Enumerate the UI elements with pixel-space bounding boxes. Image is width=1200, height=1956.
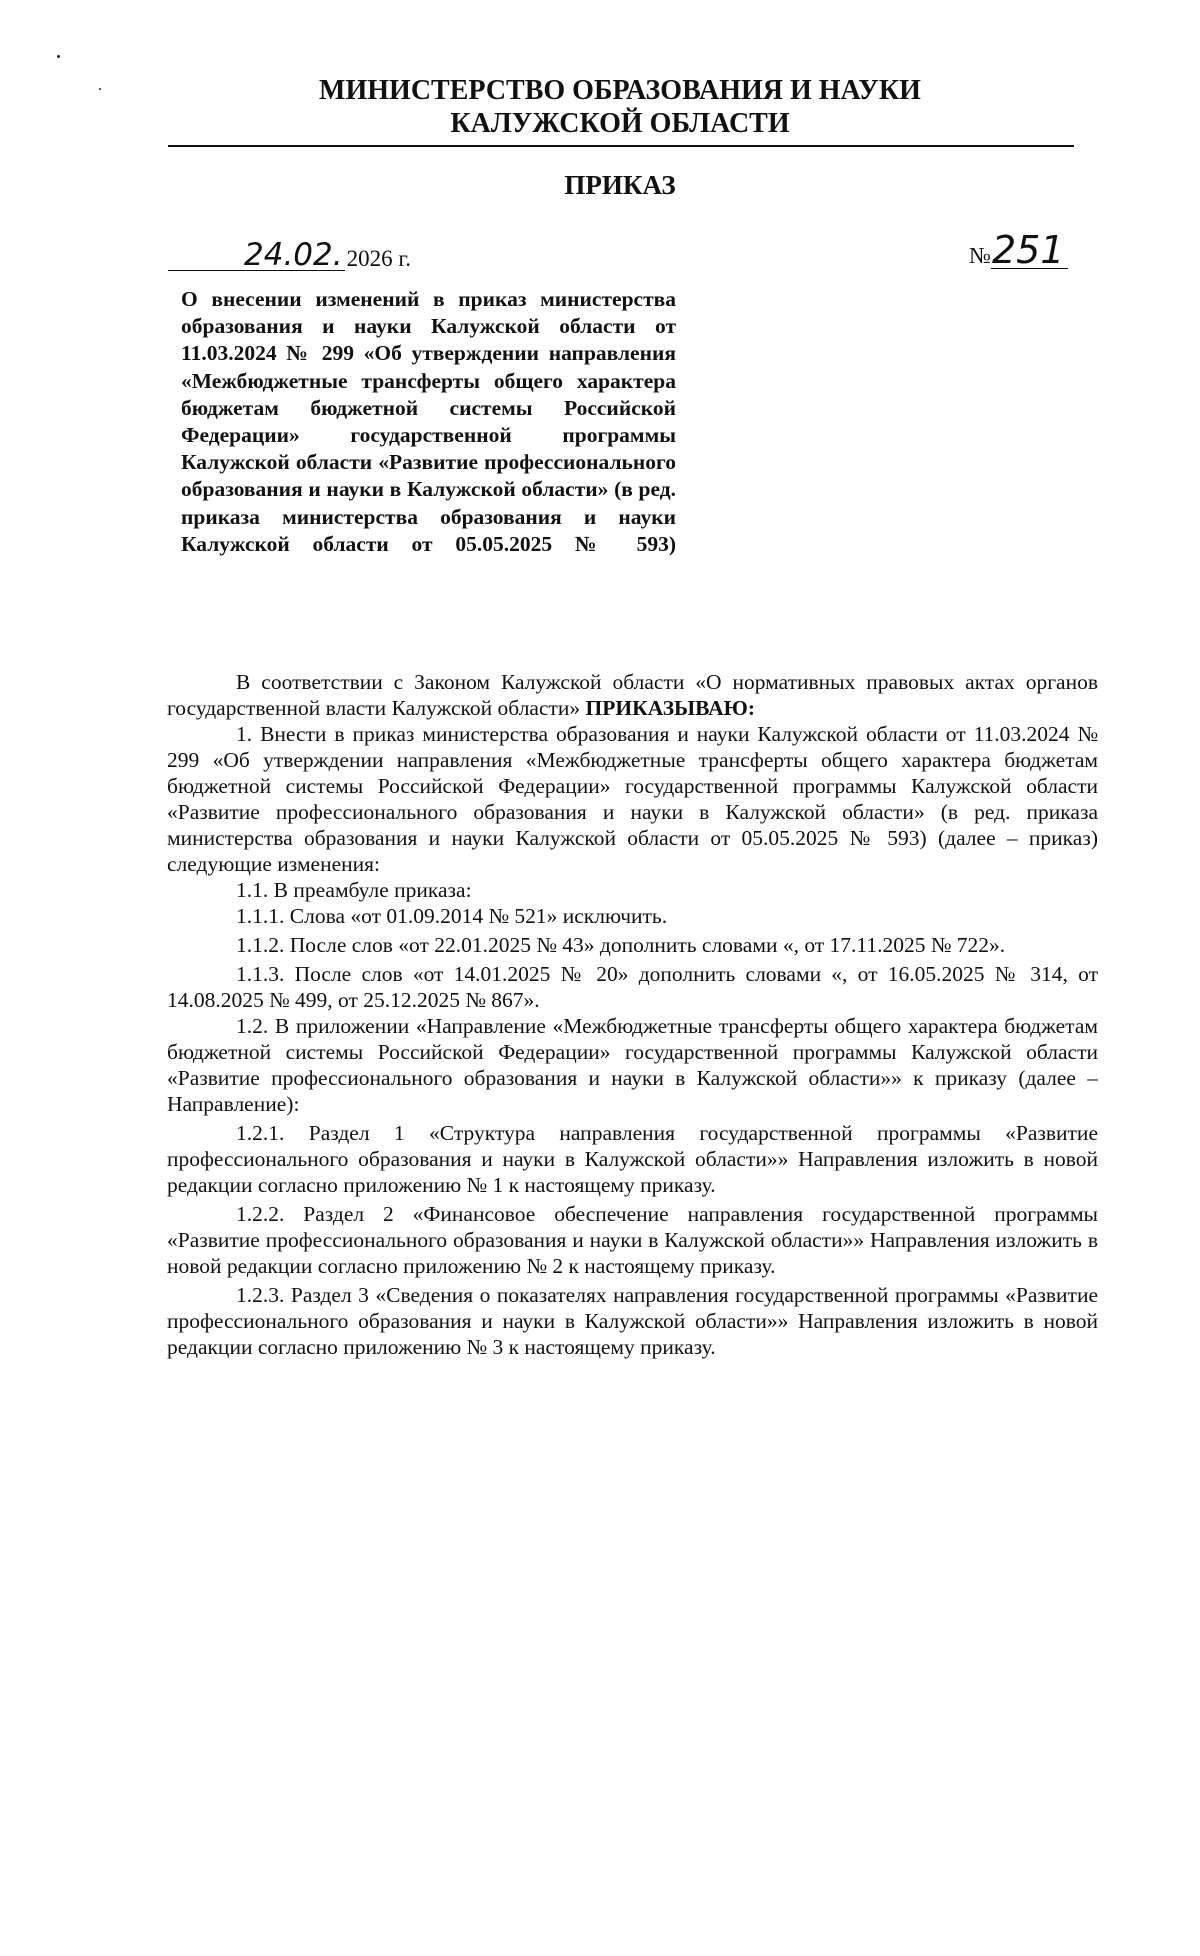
- date-underline: [168, 250, 242, 271]
- clause-1-1-2: 1.1.2. После слов «от 22.01.2025 № 43» дополнить словами «, от 17.11.2025 № 722».: [236, 933, 1006, 957]
- document-type: ПРИКАЗ: [564, 170, 676, 200]
- ministry-heading: [166, 74, 1074, 140]
- clause-1-1-1: 1.1.1. Слова «от 01.09.2014 № 521» исключить.: [236, 904, 668, 928]
- date-suffix: 2026 г.: [346, 246, 411, 271]
- number-handwritten: 251: [991, 232, 1069, 269]
- clause-1-1: 1.1. В преамбуле приказа:: [236, 878, 472, 902]
- preamble: [167, 669, 1098, 721]
- preamble-text: В соответствии с Законом Калужской области «О нормативных правовых актах органов государственной власти Калужской области»: [167, 670, 1098, 720]
- clause-1-2-2: 1.2.2. Раздел 2 «Финансовое обеспечение направления государственной программы «Развитие профессионального образования и науки в Калужской области»» Направления изложить в новой редакции согласно приложению № 2 к настоящему приказу.: [167, 1202, 1098, 1278]
- clause-1-1-3: 1.1.3. После слов «от 14.01.2025 № 20» дополнить словами «, от 16.05.2025 № 314, от 14.08.2025 № 499, от 25.12.2025 № 867».: [167, 962, 1098, 1012]
- ministry-line-2: КАЛУЖСКОЙ ОБЛАСТИ: [450, 108, 790, 139]
- order-number: [969, 228, 1068, 272]
- scan-speck: [57, 55, 60, 58]
- clause-1-2: 1.2. В приложении «Направление «Межбюджетные трансферты общего характера бюджетам бюджетной системы Российской Федерации» государственной программы Калужской области «Развитие профессионального образования и науки в Калужской области»» к приказу (далее – Направление):: [167, 1014, 1098, 1116]
- header-rule: [168, 145, 1074, 147]
- date-handwritten: 24.02.: [244, 237, 343, 273]
- order-subject: О внесении изменений в приказ министерства образования и науки Калужской области от 11.03.2024 № 299 «Об утверждении направления «Межбюджетные трансферты общего характера бюджетам бюджетной системы Российской Федерации» государственной программы Калужской области «Развитие профессионального образования и науки в Калужской области» (в ред. приказа министерства образования и науки Калужской области от 05.05.2025 № 593): [181, 287, 676, 556]
- clause-1: 1. Внести в приказ министерства образования и науки Калужской области от 11.03.2024 № 299 «Об утверждении направления «Межбюджетные трансферты общего характера бюджетам бюджетной системы Российской Федерации» государственной программы Калужской области «Развитие профессионального образования и науки в Калужской области» (в ред. приказа министерства образования и науки Калужской области от 05.05.2025 № 593) (далее – приказ) следующие изменения:: [167, 722, 1098, 876]
- scan-speck: [99, 88, 101, 90]
- order-body: [167, 669, 1098, 1360]
- number-sign: №: [969, 243, 991, 268]
- order-word: ПРИКАЗЫВАЮ:: [585, 696, 756, 720]
- order-date: [168, 237, 411, 273]
- clause-1-2-3: 1.2.3. Раздел 3 «Сведения о показателях направления государственной программы «Развитие профессионального образования и науки в Калужской области»» Направления изложить в новой редакции согласно приложению № 3 к настоящему приказу.: [167, 1283, 1098, 1359]
- ministry-line-1: МИНИСТЕРСТВО ОБРАЗОВАНИЯ И НАУКИ: [319, 75, 921, 106]
- clause-1-2-1: 1.2.1. Раздел 1 «Структура направления государственной программы «Развитие профессионального образования и науки в Калужской области»» Направления изложить в новой редакции согласно приложению № 1 к настоящему приказу.: [167, 1121, 1098, 1197]
